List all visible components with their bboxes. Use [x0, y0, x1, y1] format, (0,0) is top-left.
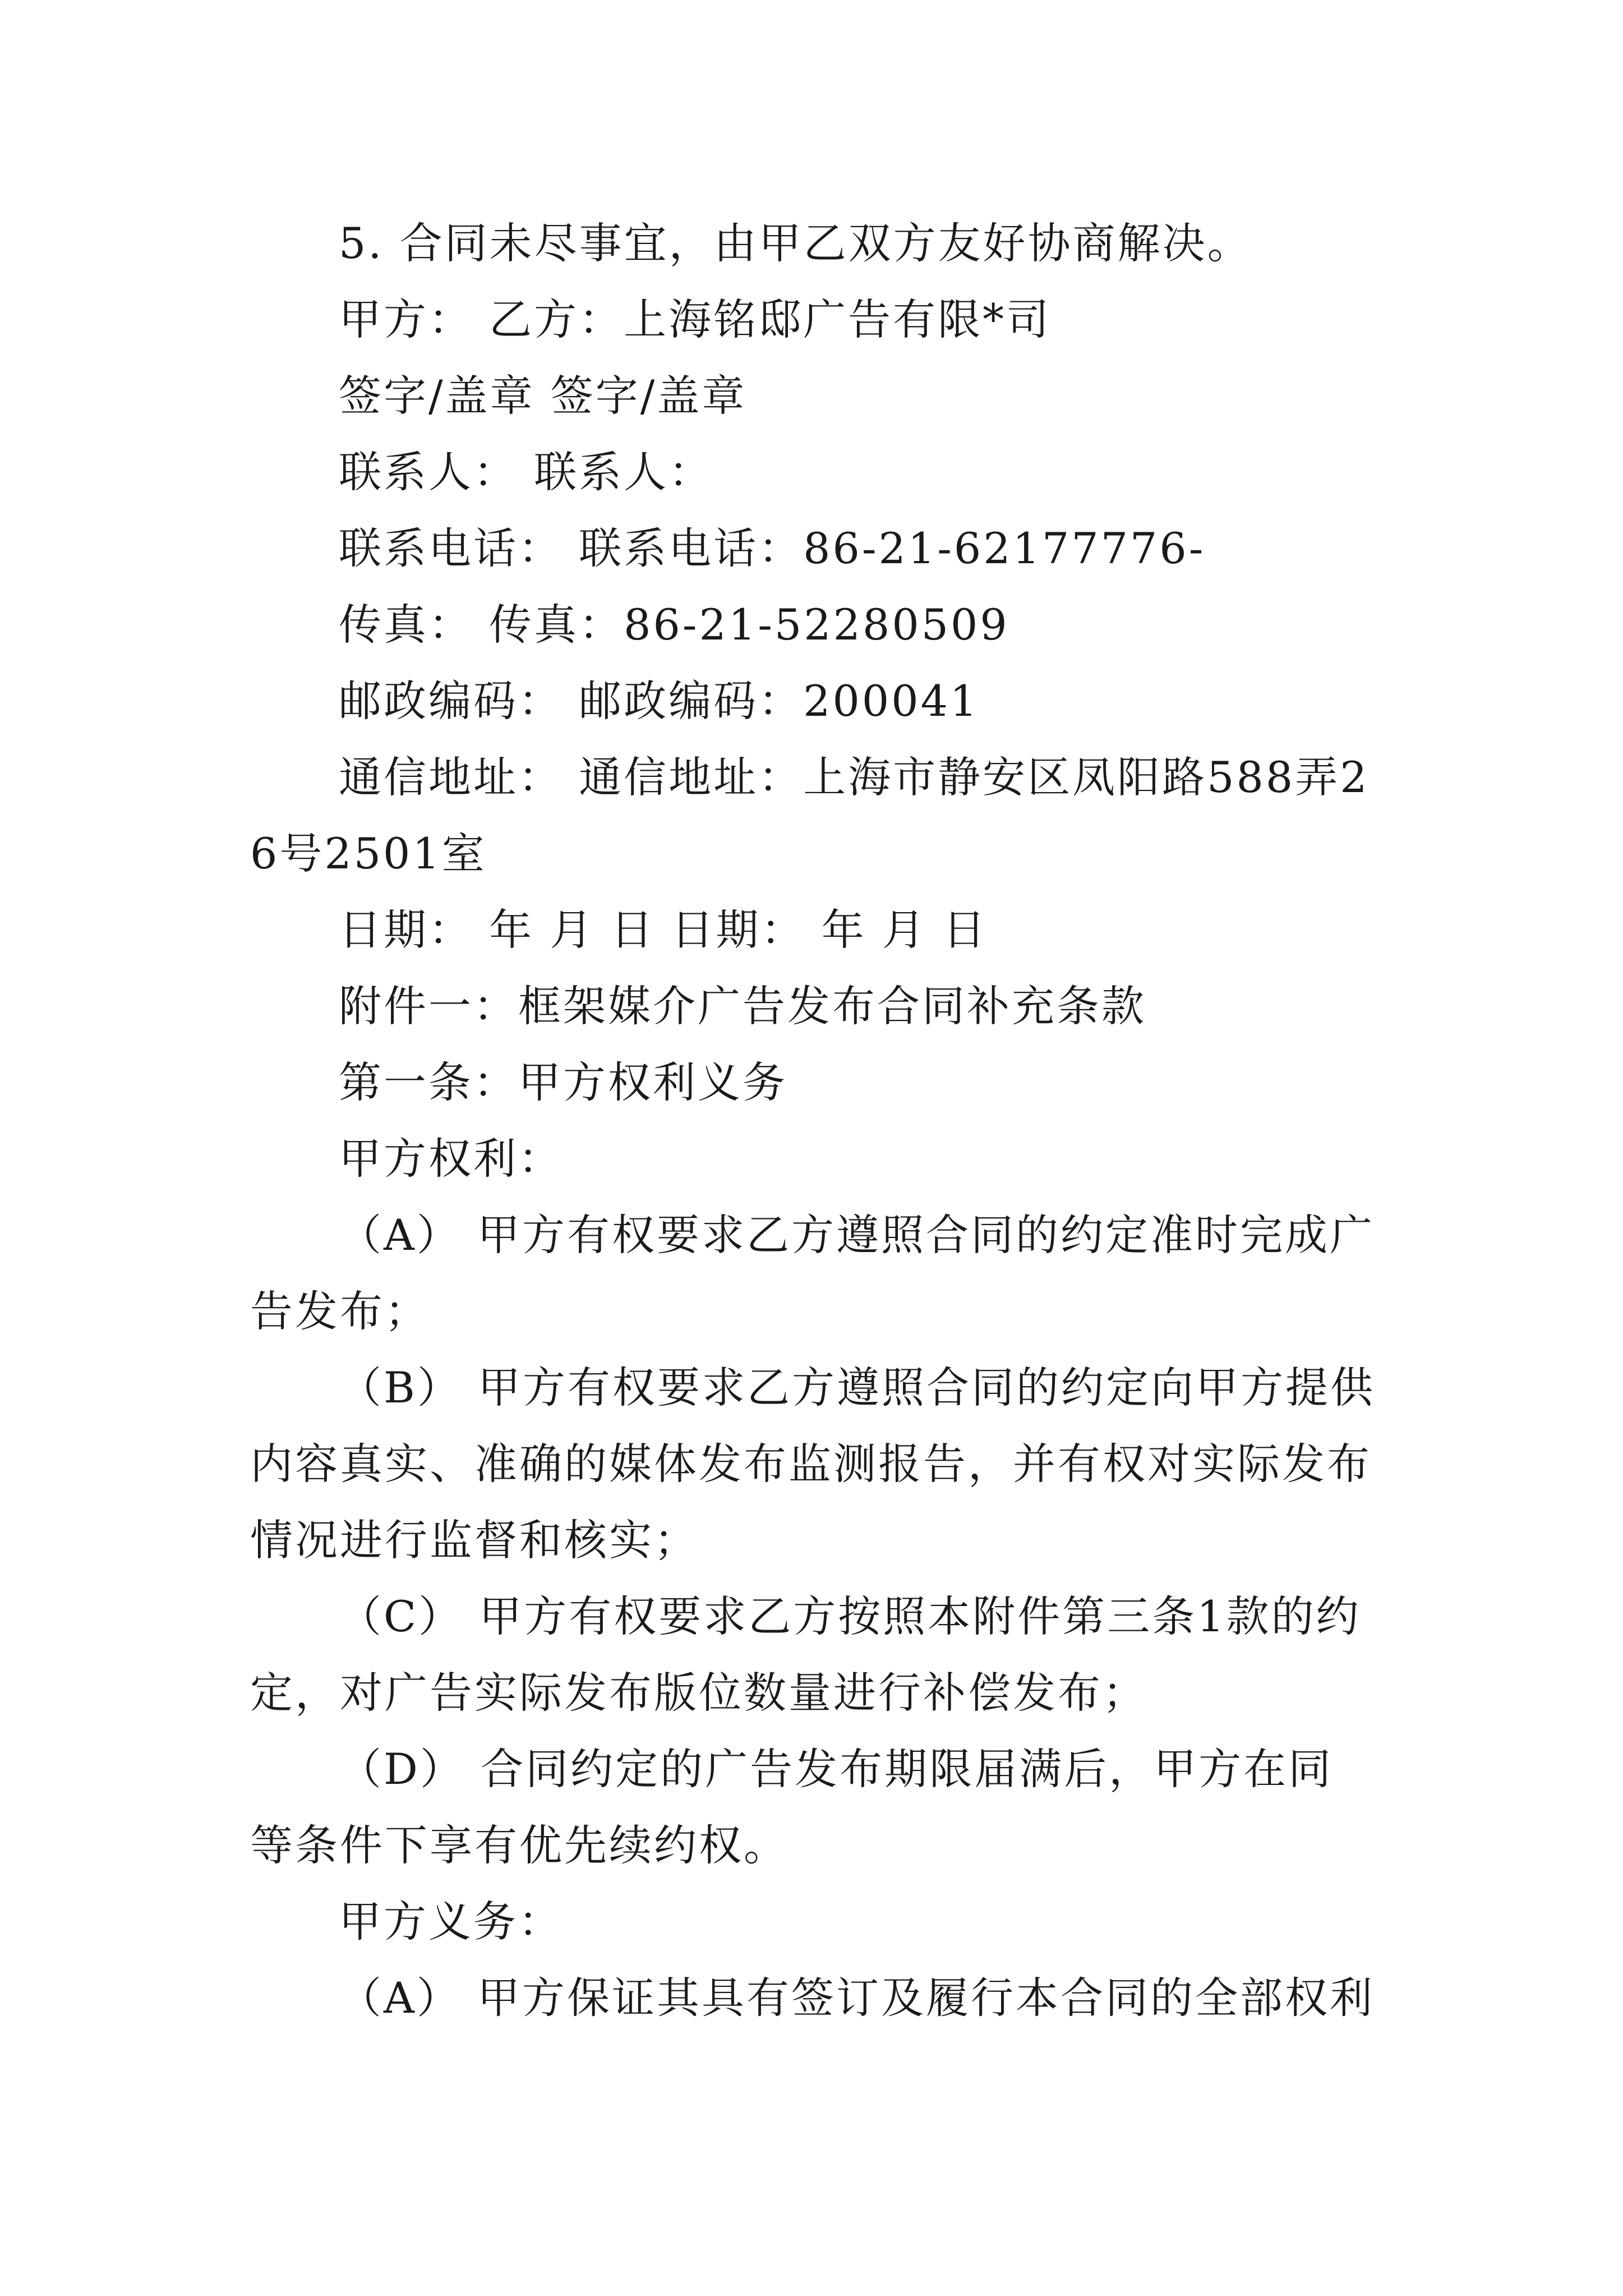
fax: 传真： 传真：86-21-52280509	[339, 600, 1009, 650]
date-line: 日期： 年 月 日 日期： 年 月 日	[339, 905, 988, 955]
obligation-a: （A） 甲方保证其具有签订及履行本合同的全部权利	[339, 1973, 1375, 2023]
appendix-title: 附件一：框架媒介广告发布合同补充条款	[339, 981, 1146, 1031]
right-d: （D） 合同约定的广告发布期限届满后，甲方在同等条件下享有优先续约权。	[250, 1744, 1334, 1870]
contact-phone: 联系电话： 联系电话：86-21-62177776-	[339, 523, 1206, 573]
party-a-rights-heading: 甲方权利：	[339, 1134, 563, 1184]
article-1-heading: 第一条：甲方权利义务	[339, 1057, 787, 1107]
party-a-obligations-heading: 甲方义务：	[339, 1897, 563, 1947]
signature-line: 签字/盖章 签字/盖章	[339, 371, 747, 421]
clause-5: 5. 合同未尽事宜，由甲乙双方友好协商解决。	[339, 218, 1252, 268]
contact-person: 联系人： 联系人：	[339, 447, 714, 497]
party-names: 甲方： 乙方：上海铭邸广告有限*司	[339, 295, 1052, 344]
right-b: （B） 甲方有权要求乙方遵照合同的约定向甲方提供内容真实、准确的媒体发布监测报告，并有权对实际发布情况进行监督和核实；	[250, 1363, 1376, 1565]
mailing-address: 通信地址： 通信地址：上海市静安区凤阳路588弄26号2501室	[250, 752, 1370, 878]
right-a: （A） 甲方有权要求乙方遵照合同的约定准时完成广告发布；	[250, 1210, 1375, 1336]
postal-code: 邮政编码： 邮政编码：200041	[339, 676, 980, 726]
right-c: （C） 甲方有权要求乙方按照本附件第三条1款的约定，对广告实际发布版位数量进行补偿发布；	[250, 1591, 1361, 1718]
